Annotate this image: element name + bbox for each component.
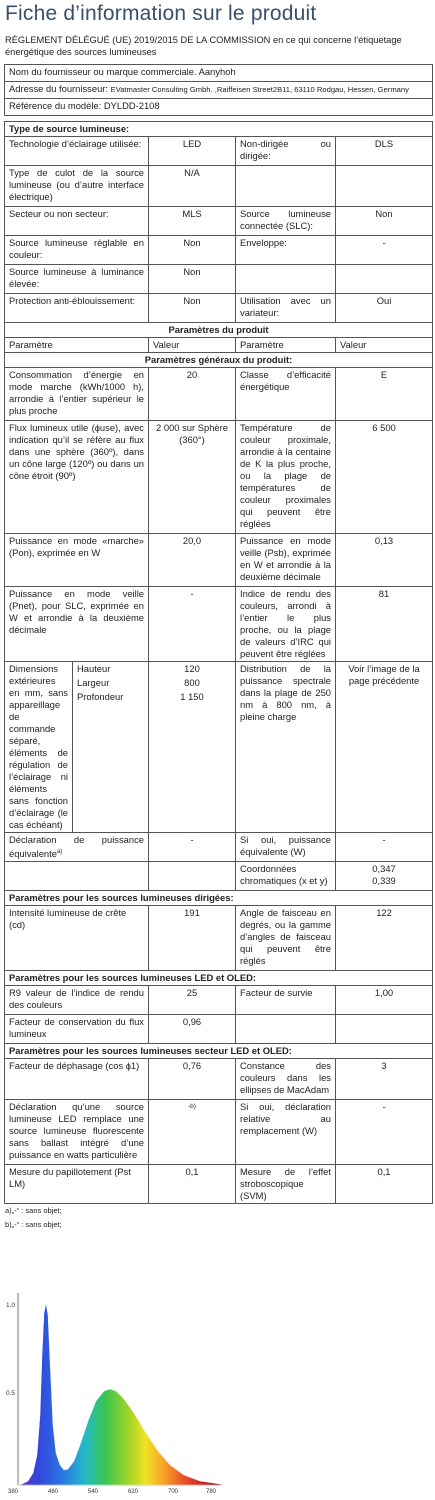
lumen-maintenance-label: Facteur de conservation du flux lumineux: [5, 1015, 149, 1044]
cap-type-value: N/A: [149, 166, 236, 207]
colour-consistency-label: Constance des couleurs dans les ellipses de MacAdam: [236, 1059, 336, 1100]
equivalent-power-note: a): [56, 849, 63, 855]
supplier-name-value: Aanyhoh: [198, 66, 236, 77]
useful-flux-value: 2 000 sur Sphère (360°): [149, 421, 236, 534]
equivalent-power-w-label: Si oui, puissance équivalente (W): [236, 833, 336, 862]
cap-type-empty-label: [236, 166, 336, 207]
cri-label: Indice de rendu des couleurs, arrondi à l’entier le plus proche, ou la plage de valeurs d’IRC qui peuvent être réglées: [236, 587, 336, 662]
energy-consumption-value: 20: [149, 368, 236, 421]
x-tick-700: 700: [168, 1489, 179, 1495]
fluorescent-replacement-label: Déclaration qu’une source lumineuse LED remplace une source lumineuse fluorescente sans ballast intégré d’une puissance en watts particulière: [5, 1100, 149, 1165]
flicker-value: 0,1: [149, 1165, 236, 1204]
source-type-heading: Type de source lumineuse:: [5, 122, 433, 137]
mains-value: MLS: [149, 207, 236, 236]
spectral-distribution-value: Voir l’image de la page précédente: [336, 662, 433, 833]
cct-label: Température de couleur proximale, arrondie à la centaine de K la plus proche, ou la plage de températures de couleur proximales qui peuvent être réglées: [236, 421, 336, 534]
chromaticity-value: [336, 862, 433, 891]
on-mode-power-label: Puissance en mode «marche» (Pon), exprimée en W: [5, 534, 149, 587]
standby-power-value: 0,13: [336, 534, 433, 587]
r9-value: 25: [149, 986, 236, 1015]
col-param-1: Paramètre: [5, 338, 149, 353]
footnote-b: b)„-“ : sans objet;: [5, 1220, 62, 1229]
high-luminance-empty-value: [336, 265, 433, 294]
x-tick-380: 380: [8, 1489, 19, 1495]
x-tick-540: 540: [88, 1489, 99, 1495]
stroboscopic-label: Mesure de l’effet stroboscopique (SVM): [236, 1165, 336, 1204]
depth-value: 1 150: [149, 690, 236, 833]
survival-factor-value: 1,00: [336, 986, 433, 1015]
equivalent-power-text: Déclaration de puissance équivalente: [9, 834, 144, 860]
product-info-table: [4, 121, 433, 1204]
peak-intensity-label: Intensité lumineuse de crête (cd): [5, 906, 149, 971]
mains-led-heading: Paramètres pour les sources lumineuses secteur LED et OLED:: [5, 1044, 433, 1059]
energy-class-value: E: [336, 368, 433, 421]
regulation-intro: RÈGLEMENT DÉLÉGUÉ (UE) 2019/2015 DE LA COMMISSION en ce qui concerne l’étiquetage énergétique des sources lumineuses: [5, 35, 402, 57]
connected-label: Source lumineuse connectée (SLC):: [236, 207, 336, 236]
page-title: Fiche d’information sur le produit: [5, 2, 317, 25]
spectral-distribution-label: Distribution de la puissance spectrale dans la plage de 250 nm à 800 nm, à pleine charge: [236, 662, 336, 833]
high-luminance-empty-label: [236, 265, 336, 294]
cap-type-empty-value: [336, 166, 433, 207]
spectrum-curve: [18, 1303, 222, 1485]
displacement-factor-label: Facteur de déphasage (cos ɸ1): [5, 1059, 149, 1100]
dimensions-label: Dimensions extérieures en mm, sans appareillage de commande séparé, éléments de régulation de l’éclairage ni éléments sans fonction d’éclairage (le cas échéant): [5, 662, 73, 833]
supplier-name-row: [5, 65, 433, 82]
directional-label: Non-dirigée ou dirigée:: [236, 137, 336, 166]
cct-value: 6 500: [336, 421, 433, 534]
supplier-address-label: Adresse du fournisseur:: [9, 83, 109, 94]
standby-power-label: Puissance en mode veille (Psb), exprimée en W et arrondie à la deuxième décimale: [236, 534, 336, 587]
footnote-a: a)„-“ : sans objet;: [5, 1206, 62, 1215]
replacement-declaration-label: Si oui, déclaration relative au remplacement (W): [236, 1100, 336, 1165]
anti-glare-label: Protection anti-éblouissement:: [5, 294, 149, 323]
coords-empty-label: [5, 862, 149, 891]
useful-flux-label: Flux lumineux utile (ɸuse), avec indication qu’il se réfère au flux dans une sphère (360º), dans un cône large (120º) ou dans un cône étroit (90º): [5, 421, 149, 534]
chromaticity-y: 0,339: [372, 875, 396, 887]
col-value-2: Valeur: [336, 338, 433, 353]
spectrum-image: [0, 1285, 435, 1497]
peak-intensity-value: 191: [149, 906, 236, 971]
energy-class-label: Classe d’efficacité énergétique: [236, 368, 336, 421]
supplier-name-label: Nom du fournisseur ou marque commerciale.: [9, 66, 197, 77]
col-value-1: Valeur: [149, 338, 236, 353]
coords-empty-value: [149, 862, 236, 891]
chromaticity-label: Coordonnées chromatiques (x et y): [236, 862, 336, 891]
colour-tunable-value: Non: [149, 236, 236, 265]
supplier-table: [4, 64, 433, 116]
networked-standby-value: -: [149, 587, 236, 662]
stroboscopic-value: 0,1: [336, 1165, 433, 1204]
r9-label: R9 valeur de l’indice de rendu des couleurs: [5, 986, 149, 1015]
beam-angle-value: 122: [336, 906, 433, 971]
general-params-heading: Paramètres généraux du produit:: [5, 353, 433, 368]
replacement-declaration-value: -: [336, 1100, 433, 1165]
on-mode-power-value: 20,0: [149, 534, 236, 587]
survival-factor-label: Facteur de survie: [236, 986, 336, 1015]
model-value: DYLDD-2108: [103, 100, 160, 111]
anti-glare-value: Non: [149, 294, 236, 323]
led-oled-heading: Paramètres pour les sources lumineuses LED et OLED:: [5, 971, 433, 986]
directional-value: DLS: [336, 137, 433, 166]
col-param-2: Paramètre: [236, 338, 336, 353]
high-luminance-label: Source lumineuse à luminance élevée:: [5, 265, 149, 294]
lighting-technology-value: LED: [149, 137, 236, 166]
equivalent-power-value: -: [149, 833, 236, 862]
lumen-maintenance-empty-label: [236, 1015, 336, 1044]
flicker-label: Mesure du papillotement (Pst LM): [5, 1165, 149, 1204]
dimmable-label: Utilisation avec un variateur:: [236, 294, 336, 323]
product-params-heading: Paramètres du produit: [5, 323, 433, 338]
dimmable-value: Oui: [336, 294, 433, 323]
y-tick-1: 1.0: [6, 1302, 16, 1309]
width-label: Largeur: [73, 676, 149, 690]
colour-consistency-value: 3: [336, 1059, 433, 1100]
x-tick-460: 460: [48, 1489, 59, 1495]
mains-label: Secteur ou non secteur:: [5, 207, 149, 236]
high-luminance-value: Non: [149, 265, 236, 294]
energy-consumption-label: Consommation d’énergie en mode marche (kWh/1000 h), arrondie à l’entier supérieur le plus proche: [5, 368, 149, 421]
model-label: Référence du modèle:: [9, 100, 102, 111]
colour-tunable-label: Source lumineuse réglable en couleur:: [5, 236, 149, 265]
supplier-address-value: EVatmaster Consulting Gmbh. ,Raiffeisen Street2B11, 63110 Rodgau, Hessen, Germany: [110, 85, 409, 94]
y-tick-05: 0.5: [6, 1390, 16, 1397]
lumen-maintenance-empty-value: [336, 1015, 433, 1044]
lighting-technology-label: Technologie d’éclairage utilisée:: [5, 137, 149, 166]
cri-value: 81: [336, 587, 433, 662]
lumen-maintenance-value: 0,96: [149, 1015, 236, 1044]
envelope-value: -: [336, 236, 433, 265]
x-tick-780: 780: [206, 1489, 217, 1495]
chromaticity-x: 0,347: [372, 863, 396, 875]
directed-heading: Paramètres pour les sources lumineuses dirigées:: [5, 891, 433, 906]
depth-label: Profondeur: [73, 690, 149, 833]
envelope-label: Enveloppe:: [236, 236, 336, 265]
height-label: Hauteur: [73, 662, 149, 677]
beam-angle-label: Angle de faisceau en degrés, ou la gamme d’angles de faisceau qui peuvent être réglés: [236, 906, 336, 971]
networked-standby-label: Puissance en mode veille (Pnet), pour SLC, exprimée en W et arrondie à la deuxième décimale: [5, 587, 149, 662]
height-value: 120: [149, 662, 236, 677]
supplier-address-row: [5, 82, 433, 99]
connected-value: Non: [336, 207, 433, 236]
displacement-factor-value: 0,76: [149, 1059, 236, 1100]
cap-type-label: Type de culot de la source lumineuse (ou d’autre interface électrique): [5, 166, 149, 207]
model-row: [5, 99, 433, 116]
fluorescent-replacement-value: -b): [149, 1100, 236, 1165]
x-tick-620: 620: [128, 1489, 139, 1495]
equivalent-power-w-value: -: [336, 833, 433, 862]
equivalent-power-label: [5, 833, 149, 862]
width-value: 800: [149, 676, 236, 690]
